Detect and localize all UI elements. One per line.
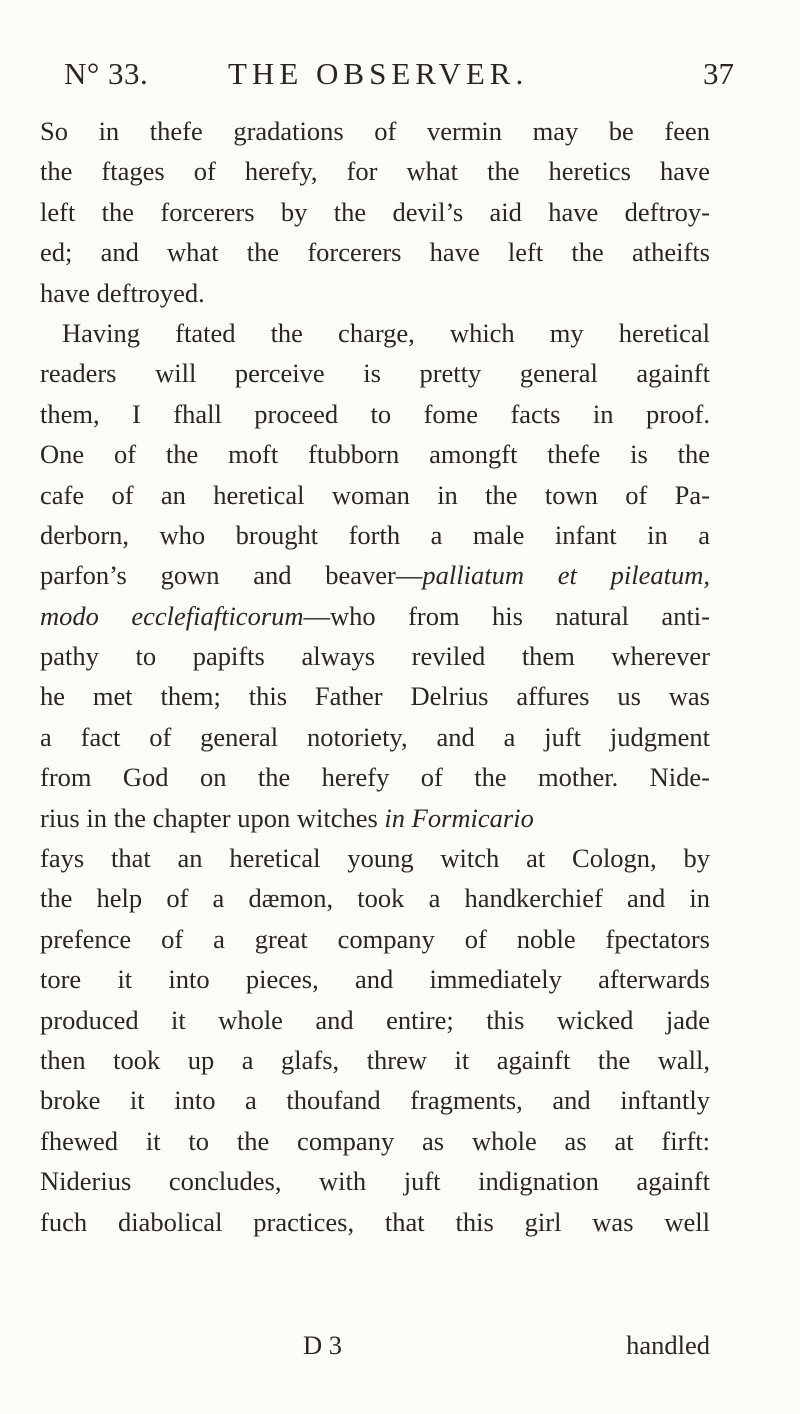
text-line: tore it into pieces, and immediately afterwards bbox=[40, 964, 710, 995]
catchword: handled bbox=[626, 1330, 710, 1360]
text-line: readers will perceive is pretty general againft bbox=[40, 358, 710, 389]
text-line: left the forcerers by the devil’s aid have deftroy- bbox=[40, 196, 710, 227]
page-title: THE OBSERVER. bbox=[228, 56, 529, 91]
text-line: prefence of a great company of noble fpectators bbox=[40, 923, 710, 954]
text-segment: rius in the chapter upon witches bbox=[40, 802, 385, 833]
text-line: then took up a glafs, threw it againft the wall, bbox=[40, 1044, 710, 1075]
text-line: them, I fhall proceed to fome facts in proof. bbox=[40, 398, 710, 429]
text-line: broke it into a thoufand fragments, and inftantly bbox=[40, 1085, 710, 1116]
text-line: So in thefe gradations of vermin may be feen bbox=[40, 116, 710, 146]
text-line bbox=[40, 798, 710, 838]
text-segment: parfon’s gown and beaver— bbox=[40, 560, 423, 591]
text-line: the help of a dæmon, took a handkerchief and in bbox=[40, 883, 710, 914]
text-line: Niderius concludes, with juft indignation againft bbox=[40, 1166, 710, 1197]
text-line: fhewed it to the company as whole as at firft: bbox=[40, 1125, 710, 1156]
italic-phrase: modo ecclefiafticorum bbox=[40, 600, 304, 631]
text-line: a fact of general notoriety, and a juft judgment bbox=[40, 721, 710, 752]
text-line: he met them; this Father Delrius affures us was bbox=[40, 681, 710, 712]
text-line: pathy to papifts always reviled them wherever bbox=[40, 641, 710, 672]
text-line: derborn, who brought forth a male infant in a bbox=[40, 519, 710, 550]
text-line bbox=[40, 596, 710, 636]
text-line: fays that an heretical young witch at Cologn, by bbox=[40, 843, 710, 874]
page-number: 37 bbox=[703, 56, 734, 91]
italic-phrase: in Formicario bbox=[384, 802, 534, 833]
text-line: from God on the herefy of the mother. Nide- bbox=[40, 762, 710, 793]
text-line: One of the moft ftubborn amongft thefe is the bbox=[40, 439, 710, 470]
issue-number: N° 33. bbox=[64, 56, 149, 91]
text-line: the ftages of herefy, for what the heretics have bbox=[40, 156, 710, 187]
body-text bbox=[40, 111, 710, 1242]
text-line: produced it whole and entire; this wicked jade bbox=[40, 1004, 710, 1035]
text-line: Having ftated the charge, which my heretical bbox=[62, 317, 710, 348]
text-line: fuch diabolical practices, that this girl was well bbox=[40, 1206, 710, 1237]
page-footer bbox=[40, 1330, 710, 1370]
text-line: have deftroyed. bbox=[40, 277, 205, 308]
text-line bbox=[40, 555, 710, 595]
text-segment: —who from his natural anti- bbox=[303, 600, 710, 631]
text-line: cafe of an heretical woman in the town of Pa- bbox=[40, 479, 710, 510]
running-header bbox=[64, 56, 734, 102]
signature-mark: D 3 bbox=[303, 1330, 343, 1360]
text-line: ed; and what the forcerers have left the atheifts bbox=[40, 237, 710, 268]
italic-phrase: palliatum et pileatum, bbox=[422, 560, 710, 591]
